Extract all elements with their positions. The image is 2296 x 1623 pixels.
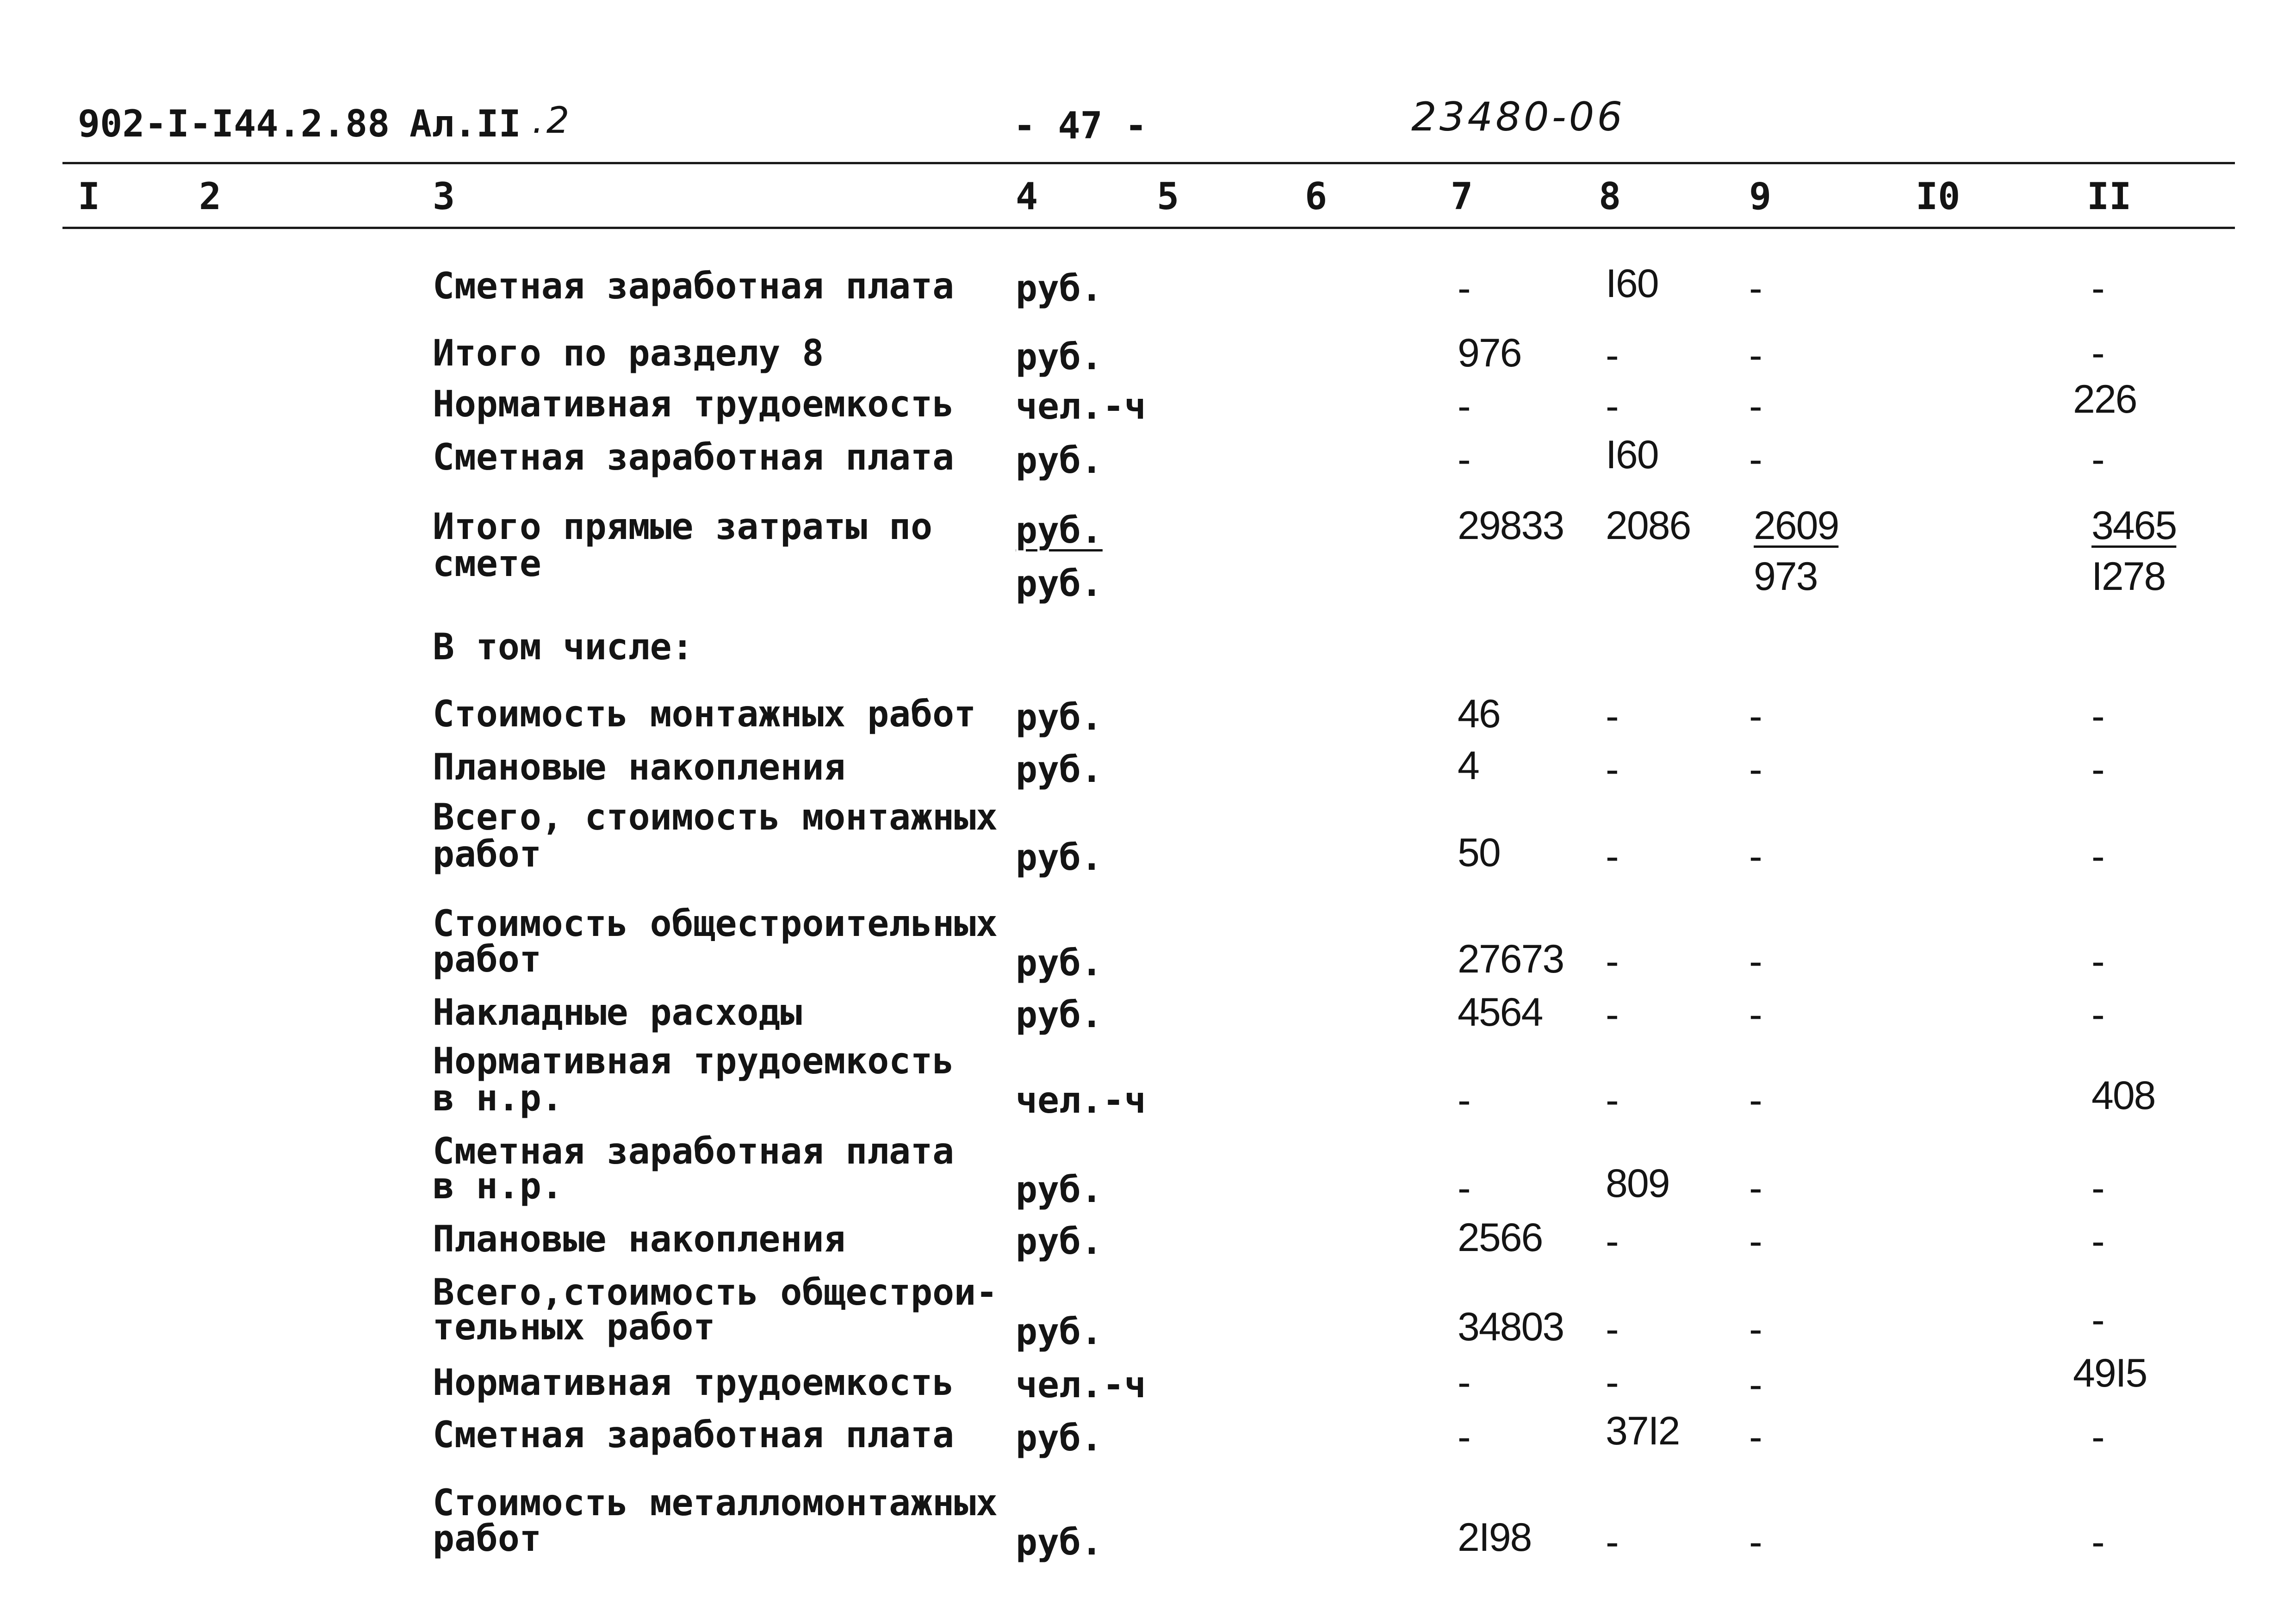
col-header-7: 7 [1451, 175, 1473, 218]
cell-col8: - [1606, 1219, 1618, 1264]
row-label: Нормативная трудоемкость [433, 384, 955, 425]
cell-col7: 976 [1458, 331, 1521, 375]
cell-col7: 2I98 [1458, 1515, 1532, 1560]
cell-col8: - [1606, 694, 1618, 738]
col-header-11: II [2087, 175, 2132, 218]
top-rule [62, 162, 2235, 164]
col-header-2: 2 [199, 175, 222, 218]
row-label: Плановые накопления [433, 747, 846, 788]
row-label: Стоимость общестроительных [433, 903, 998, 945]
cell-col7: 4 [1458, 743, 1479, 788]
row-label: Всего,стоимость общестрои- [433, 1272, 998, 1313]
cell-col7: - [1458, 1415, 1470, 1459]
row-label-cont: работ [433, 939, 541, 980]
row-label: Сметная заработная плата [433, 1131, 955, 1172]
cell-col8: I60 [1606, 433, 1658, 477]
col-header-5: 5 [1157, 175, 1179, 218]
cell-col7: 46 [1458, 692, 1500, 736]
row-unit: руб. [1016, 1522, 1103, 1563]
col-header-9: 9 [1749, 175, 1772, 218]
cell-col7: 27673 [1458, 937, 1564, 981]
cell-col11: - [2091, 1298, 2104, 1342]
cell-col8: - [1606, 747, 1618, 792]
cell-col9: - [1749, 1415, 1762, 1459]
cell-col11: - [2091, 266, 2104, 310]
cell-col9: - [1749, 1078, 1762, 1122]
cell-col8: - [1606, 333, 1618, 378]
cell-col9-denominator: 973 [1754, 554, 1818, 599]
row-unit: руб. [1016, 749, 1103, 791]
cell-col8: I60 [1606, 261, 1658, 306]
cell-col9: - [1749, 834, 1762, 879]
cell-col8: - [1606, 1078, 1618, 1122]
row-unit: руб. [1016, 994, 1103, 1036]
cell-col7: - [1458, 1360, 1470, 1405]
cell-col11: - [2091, 437, 2104, 482]
cell-col9: - [1749, 1307, 1762, 1351]
row-label: Сметная заработная плата [433, 266, 955, 307]
row-label-cont: тельных работ [433, 1307, 715, 1348]
cell-col8: - [1606, 834, 1618, 879]
col-header-1: I [78, 175, 100, 218]
cell-col9: - [1749, 1363, 1762, 1407]
row-unit: руб. [1016, 268, 1103, 310]
cell-col11: - [2091, 1520, 2104, 1564]
row-unit: руб. [1016, 440, 1103, 482]
row-label: Сметная заработная плата [433, 437, 955, 478]
row-unit: чел.-ч [1016, 1364, 1146, 1406]
cell-col8: 2086 [1606, 503, 1691, 548]
col-header-4: 4 [1016, 175, 1038, 218]
col-header-6: 6 [1305, 175, 1328, 218]
col-header-3: 3 [433, 175, 455, 218]
row-label-cont: в н.р. [433, 1078, 563, 1119]
album-handwritten: .2 [532, 100, 572, 142]
row-label: Нормативная трудоемкость [433, 1362, 955, 1404]
cell-col7: - [1458, 1078, 1470, 1122]
cell-col9: - [1749, 384, 1762, 428]
cell-col11: - [2091, 1219, 2104, 1264]
cell-col7: 4564 [1458, 990, 1543, 1035]
row-unit: руб. [1016, 837, 1103, 879]
cell-col11: 226 [2073, 377, 2137, 421]
cell-col7: 34803 [1458, 1305, 1564, 1349]
cell-col9: - [1749, 992, 1762, 1037]
cell-col7: - [1458, 266, 1470, 310]
row-label: Итого прямые затраты по [433, 506, 933, 548]
cell-col8: - [1606, 1360, 1618, 1405]
cell-col11: - [2091, 834, 2104, 879]
cell-col11: - [2091, 1415, 2104, 1459]
cell-col11: - [2091, 747, 2104, 792]
cell-col9: - [1749, 437, 1762, 482]
cell-col8: - [1606, 939, 1618, 984]
row-label-cont: в н.р. [433, 1165, 563, 1207]
row-unit: руб. [1016, 697, 1103, 738]
cell-col8: - [1606, 1520, 1618, 1564]
row-unit-2: руб. [1016, 563, 1103, 605]
cell-col9: - [1749, 333, 1762, 378]
cell-col11-denominator: I278 [2091, 554, 2166, 599]
row-unit: руб. [1016, 1169, 1103, 1211]
cell-col9: - [1749, 939, 1762, 984]
cell-col11: - [2091, 939, 2104, 984]
row-label: Сметная заработная плата [433, 1414, 955, 1456]
cell-col8: 809 [1606, 1161, 1669, 1206]
row-label: Плановые накопления [433, 1219, 846, 1260]
cell-col11-numerator: 3465 [2091, 503, 2177, 548]
cell-col7: - [1458, 1166, 1470, 1210]
row-unit: руб. [1016, 1311, 1103, 1353]
header-rule [62, 227, 2235, 229]
cell-col7: 50 [1458, 830, 1500, 875]
row-label-cont: смете [433, 543, 541, 585]
col-header-10: I0 [1916, 175, 1961, 218]
cell-col9: - [1749, 1166, 1762, 1210]
cell-col9: - [1749, 747, 1762, 792]
row-unit: чел.-ч [1016, 1080, 1146, 1121]
cell-col11: 49I5 [2073, 1351, 2147, 1395]
cell-col7: - [1458, 437, 1470, 482]
row-label: Стоимость монтажных работ [433, 694, 976, 735]
col-header-8: 8 [1599, 175, 1621, 218]
cell-col9: - [1749, 1520, 1762, 1564]
cell-col8: 37I2 [1606, 1409, 1680, 1453]
handwritten-number: 23480-06 [1411, 94, 1626, 140]
cell-col8: - [1606, 1307, 1618, 1351]
row-label: Накладные расходы [433, 992, 802, 1034]
row-unit: руб. [1016, 1418, 1103, 1459]
row-label-cont: работ [433, 834, 541, 875]
cell-col9: - [1749, 1219, 1762, 1264]
page-number: - 47 - [1013, 104, 1147, 147]
row-label-cont: работ [433, 1518, 541, 1560]
album-label: Ал.II [410, 102, 521, 145]
cell-col8: - [1606, 384, 1618, 428]
cell-col7: 29833 [1458, 503, 1564, 548]
cell-col9: - [1749, 694, 1762, 738]
cell-col11: - [2091, 992, 2104, 1037]
section-heading: В том числе: [433, 626, 694, 668]
cell-col11: - [2091, 331, 2104, 375]
row-unit: чел.-ч [1016, 386, 1146, 427]
doc-code: 902-I-I44.2.88 [78, 102, 390, 145]
cell-col11: 408 [2091, 1073, 2155, 1118]
row-unit: руб. [1016, 942, 1103, 984]
row-label: Итого по разделу 8 [433, 333, 824, 374]
row-unit: руб. [1016, 336, 1103, 378]
row-label: Стоимость металломонтажных [433, 1482, 998, 1524]
row-label: Нормативная трудоемкость [433, 1041, 955, 1082]
cell-col11: - [2091, 1166, 2104, 1210]
cell-col8: - [1606, 992, 1618, 1037]
row-label: Всего, стоимость монтажных [433, 797, 998, 838]
cell-col11: - [2091, 694, 2104, 738]
row-unit: руб. [1016, 510, 1103, 551]
cell-col7: - [1458, 384, 1470, 428]
row-unit: руб. [1016, 1221, 1103, 1263]
cell-col7: 2566 [1458, 1215, 1543, 1260]
cell-col9: - [1749, 266, 1762, 310]
cell-col9-numerator: 2609 [1754, 503, 1839, 548]
